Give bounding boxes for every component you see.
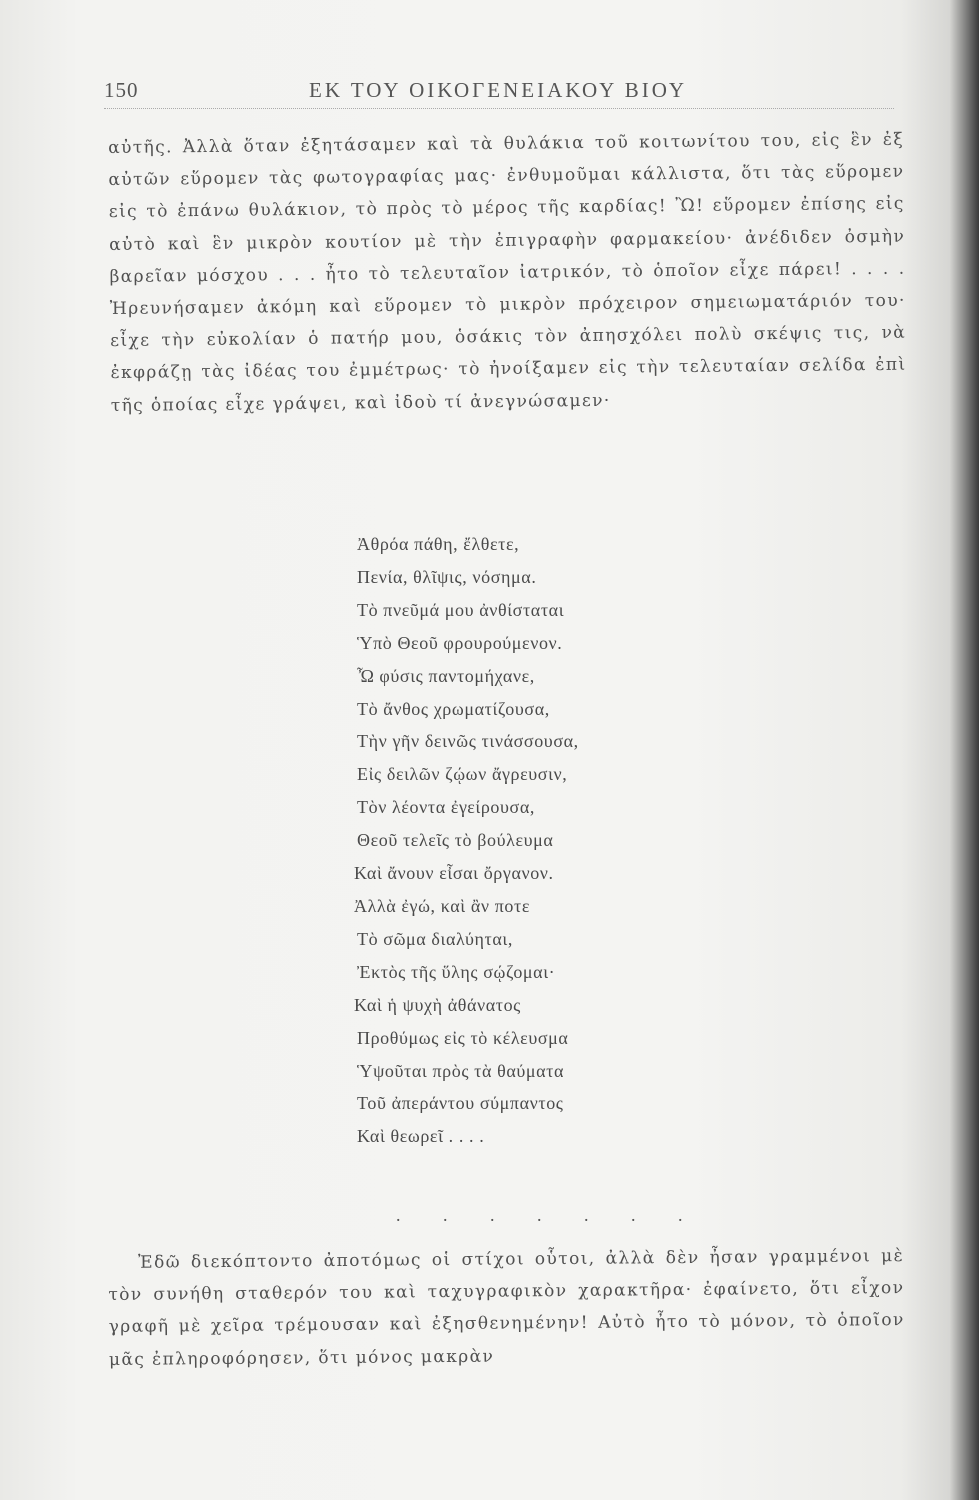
poem-line: Εἰς δειλῶν ζῴων ἄγρευσιν, <box>357 764 568 785</box>
poem-line: Θεοῦ τελεῖς τὸ βούλευμα <box>357 830 554 851</box>
ellipsis-row: . . . . . . . <box>396 1205 702 1225</box>
poem-line: Ἀλλὰ ἐγώ, καὶ ἂν ποτε <box>354 895 530 916</box>
poem-line: Τὸ σῶμα διαλύηται, <box>357 928 513 949</box>
prose-bottom <box>108 1240 905 1376</box>
poem-line: Τὸ ἄνθος χρωματίζουσα, <box>357 698 550 719</box>
poem <box>354 528 797 1153</box>
poem-line: Ὑψοῦται πρὸς τὰ θαύματα <box>357 1060 565 1081</box>
prose-paragraph: Ἐδῶ διεκόπτοντο ἀποτόμως οἱ στίχοι οὗτοι, ἀλλὰ δὲν ἦσαν γραμμένοι μὲ τὸν συνήθη σταθερόν του καὶ ταχυγραφικὸν χαρακτῆρα· ἐφαίνετο, ὅτι εἶχον γραφῆ μὲ χεῖρα τρέμουσαν καὶ ἐξησθενημένην! Αὐτὸ ἦτο τὸ μόνον, τὸ ὁποῖον μᾶς ἐπληροφόρησεν, ὅτι μόνος μακρὰν <box>108 1246 905 1370</box>
poem-line: Ὦ φύσις παντομήχανε, <box>357 665 535 686</box>
poem-line: Τοῦ ἀπεράντου σύμπαντος <box>357 1093 564 1114</box>
poem-line: Ἐκτὸς τῆς ὕλης σῴζομαι· <box>357 961 556 982</box>
poem-line: Ὑπὸ Θεοῦ φρουρούμενον. <box>357 632 563 653</box>
page-number: 150 <box>104 78 139 102</box>
running-head: ΕΚ ΤΟΥ ΟΙΚΟΓΕΝΕΙΑΚΟΥ ΒΙΟΥ <box>309 78 687 102</box>
poem-line: Προθύμως εἰς τὸ κέλευσμα <box>357 1027 569 1048</box>
header-rule <box>104 108 894 109</box>
poem-line: Πενία, θλῖψις, νόσημα. <box>357 566 537 587</box>
poem-line: Καὶ ἡ ψυχὴ ἀθάνατος <box>354 994 521 1015</box>
poem-line: Καὶ θεωρεῖ . . . . <box>357 1126 485 1147</box>
poem-line: Καὶ ἄνουν εἶσαι ὄργανον. <box>354 863 554 884</box>
prose-top <box>108 124 907 422</box>
poem-line: Ἀθρόα πάθη, ἔλθετε, <box>357 534 520 554</box>
prose-paragraph: αὐτῆς. Ἀλλὰ ὅταν ἐξητάσαμεν καὶ τὰ θυλάκια τοῦ κοιτωνίτου του, εἰς ἓν ἐξ αὐτῶν εὕρομεν τὰς φωτογραφίας μας· ἐνθυμοῦμαι κάλλιστα, ὅτι τὰς εὕρομεν εἰς τὸ ἐπάνω θυλάκιον, τὸ πρὸς τὸ μέρος τῆς καρδίας! Ὢ! εὕρομεν ἐπίσης εἰς αὐτὸ καὶ ἓν μικρὸν κουτίον μὲ τὴν ἐπιγραφὴν φαρμακείου· ἀνέδιδεν ὀσμὴν βαρεῖαν μόσχου . . . ἦτο τὸ τελευταῖον ἰατρικόν, τὸ ὁποῖον εἶχε πάρει! . . . . Ἠρευνήσαμεν ἀκόμη καὶ εὕρομεν τὸ μικρὸν πρόχειρον σημειωματάριόν του· εἶχε τὴν εὐκολίαν ὁ πατήρ μου, ὁσάκις τὸν ἀπησχόλει πολὺ σκέψις τις, νὰ ἐκφράζῃ τὰς ἰδέας του ἐμμέτρως· τὸ ἠνοίξαμεν εἰς τὴν τελευταίαν σελίδα ἐπὶ τῆς ὁποίας εἶχε γράψει, καὶ ἰδοὺ τί ἀνεγνώσαμεν· <box>108 129 907 416</box>
poem-line: Τὸν λέοντα ἐγείρουσα, <box>357 797 535 818</box>
poem-line: Τὸ πνεῦμά μου ἀνθίσταται <box>357 599 565 620</box>
poem-line: Τὴν γῆν δεινῶς τινάσσουσα, <box>357 731 579 752</box>
page-header <box>104 78 904 112</box>
